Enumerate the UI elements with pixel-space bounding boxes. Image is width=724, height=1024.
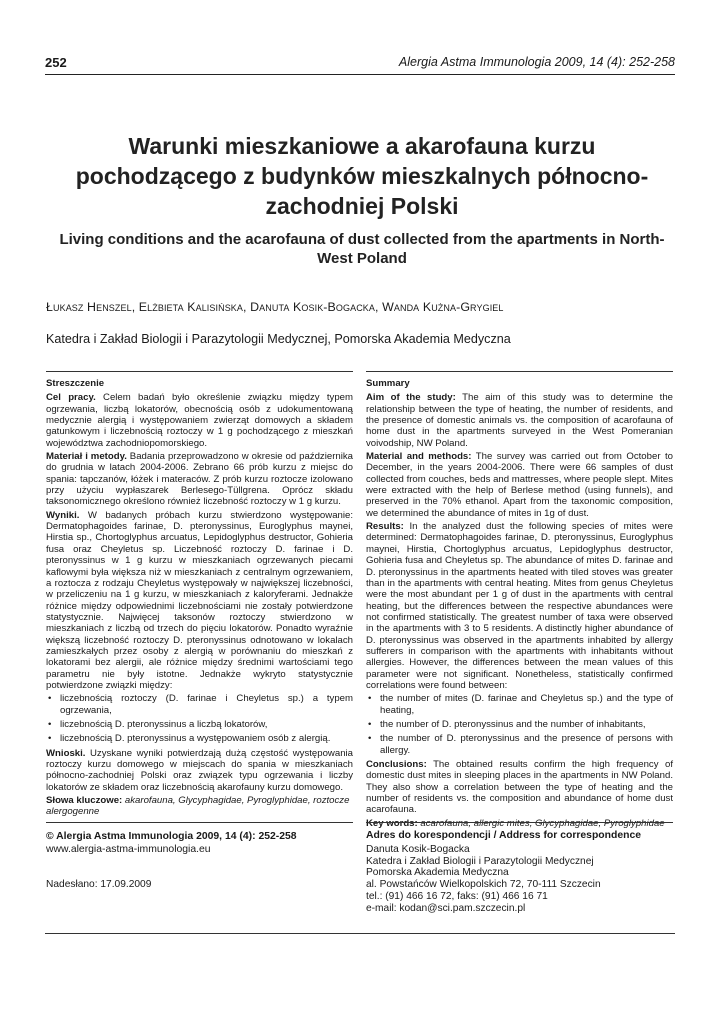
streszczenie-heading: Streszczenie [46,378,105,389]
methods-text: The survey was carried out from October to December, in the years 2004-2006. There were 66 samples of dust collected from couches, beds and mattresses, where people slept. Mites were extracted with the help of Berlese method (using funnels), and preserved in the 70% ethanol. Apart from the taxonomic composition, we determined the abundance of mites in 1g of dust. [366,451,673,519]
key-words-text: acarofauna, allergic mites, Glycyphagidae, Pyroglyphidae [420,817,665,829]
list-item: • liczebnością roztoczy (D. farinae i Cheyletus sp.) a typem ogrzewania, [46,693,353,716]
journal-website-link[interactable]: www.alergia-astma-immunologia.eu [46,844,211,855]
key-words-label: Key words: [366,817,418,829]
results-label: Results: [366,521,404,533]
summary-column [366,378,673,831]
list-item: • the number of D. pteronyssinus and the presence of persons with allergy. [366,733,673,756]
article-title-english: Living conditions and the acarofauna of dust collected from the apartments in North-West Poland [59,231,665,267]
journal-citation: Alergia Astma Immunologia 2009, 14 (4): 252-258 [398,55,675,69]
metody-paragraph [46,451,353,508]
results-paragraph [366,521,673,691]
authors-text: Łukasz Henszel, Elżbieta Kalisińska, Danuta Kosik-Bogacka, Wanda Kużna-Grygiel [46,300,504,314]
conclusions-label: Conclusions: [366,759,427,770]
correspondence-heading: Adres do korespondencji / Address for correspondence [366,830,642,841]
cel-paragraph [46,392,353,449]
page-number: 252 [45,55,67,70]
aim-paragraph [366,392,673,449]
methods-paragraph [366,451,673,519]
streszczenie-column [46,378,353,820]
correspondence-line: tel.: (91) 466 16 72, faks: (91) 466 16 71 [366,890,548,902]
results-bullet-list [366,693,673,756]
wyniki-bullet-list [46,693,353,744]
wnioski-paragraph [46,748,353,793]
authors [46,300,504,314]
wyniki-label: Wyniki. [46,509,80,521]
wnioski-label: Wnioski. [46,747,86,759]
conclusions-paragraph [366,759,673,816]
list-item: • liczebnością D. pteronyssinus a występowaniem osób z alergią. [46,733,353,744]
list-item: • the number of D. pteronyssinus and the number of inhabitants, [366,719,673,730]
received-date: Nadesłano: 17.09.2009 [46,879,152,890]
copyright-block [46,830,297,856]
summary-heading: Summary [366,378,410,389]
correspondence-email[interactable]: e-mail: kodan@sci.pam.szczecin.pl [366,902,526,914]
metody-text: Badania przeprowadzono w okresie od października do grudnia w latach 2004-2006. Zebrano 66 prób kurzu z miejsc do spania: tapczanów, łóżek i materaców. Z prób kurzu roztocze izolowano przy użyciu wypłaszarek Berlesego-Tüllgrena. Oprócz składu taksonomicznego określono również liczebność roztoczy w 1 g kurzu. [46,451,353,508]
header-rule [45,74,675,75]
aim-label: Aim of the study: [366,392,456,404]
wyniki-paragraph [46,510,353,692]
wnioski-text: Uzyskane wyniki potwierdzają dużą częstość występowania roztoczy kurzu domowego w miejscach do spania w mieszkaniach północno-zachodniej Polski oraz związek typu ogrzewania i liczby lokatorów ze składem oraz liczebnością akarofauny kurzu domowego. [46,747,353,793]
list-item: • the number of mites (D. farinae and Cheyletus sp.) and the type of heating, [366,693,673,716]
cel-label: Cel pracy. [46,392,96,404]
cel-text: Celem badań było określenie związku między typem ogrzewania, liczbą lokatorów, obecnością osób z udokumentowaną medycznie alergią i występowaniem zwierząt domowych a składem gatunkowym i liczebnością roztoczy w 1 g pochodzącego z mieszkań województwa zachodniopomorskiego. [46,392,353,449]
copyright-text: © Alergia Astma Immunologia 2009, 14 (4): 252-258 [46,831,297,842]
abstract-rule-right [366,371,673,372]
aim-text: The aim of this study was to determine the relationship between the type of heating, the number of residents, and the presence of domestic animals vs. the composition of acarofauna of home dust in the apartments surveyed in the West Pomeranian voivodship, NW Poland. [366,392,673,449]
key-words [366,818,673,829]
correspondence-line: al. Powstańców Wielkopolskich 72, 70-111 Szczecin [366,879,601,891]
methods-label: Material and methods: [366,451,472,463]
page-end-rule [45,933,675,934]
correspondence-line: Pomorska Akademia Medyczna [366,867,509,879]
footer-rule-right [366,822,673,823]
correspondence-line: Danuta Kosik-Bogacka [366,843,470,855]
metody-label: Materiał i metody. [46,451,127,463]
correspondence-block [366,830,641,915]
slowa-kluczowe-label: Słowa kluczowe: [46,795,123,807]
wyniki-text: W badanych próbach kurzu stwierdzono występowanie: Dermatophagoides farinae, D. pteronyssinus, Euroglyphus maynei, Hirstia sp., Chortoglyphus arcuatus, Lepidoglyphus destructor, Gohieria fusa oraz Cheyletus sp. Liczebność roztoczy D. farinae i D. pteronyssinus w 1 g kurzu w mieszkaniach ogrzewanych piecami kaflowymi była większa niż w mieszkaniach z centralnym ogrzewaniem, a roztocza z rodzaju Cheyletus występowały w największej liczebności, w przeliczeniu na 1 g kurzu, w mieszkaniach z kaloryferami. Jednakże różnice między odpowiednimi liczebnościami nie zostały potwierdzone statystycznie. Najwięcej taksonów roztoczy stwierdzono w mieszkaniach z liczbą od trzech do pięciu lokatorów. Ponadto wyraźnie większą liczebność roztoczy D. pteronyssinus odnotowano w lokalach zamieszkałych przez osoby z alergią w porównaniu do mieszkań z lokatorami bez alergii, ale różnice między średnimi wartościami tego parametru nie były istotne. Jednakże wykryto statystycznie potwierdzone związki między: [46,509,353,691]
results-text: In the analyzed dust the following species of mites were determined: Dermatophagoides farinae, D. pteronyssinus, Euroglyphus maynei, Hirstia, Chortoglyphus arcuatus, Lepidoglyphus destructor, Gohieria fusa and Cheyletus sp. The abundance of mites D. farinae and D. pteronyssinus in the apartments heated with tiled stoves was greater than in the apartments with central heating. Mites from genus Cheyletus were the most abundant per 1 g of dust in the apartments with central heating, but the differences between the respective abundances were not confirmed statistically. The greatest number of taxa were observed in the apartments with 3 to 5 residents. A distinctly higher abundance of D. pteronyssinus was observed in the apartments inhabited by allergy sufferers in comparison with the apartments with inhabitants without allergies. However, the differences between the mean values of this parameter were not significant. Nonetheless, statistically confirmed correlations were found between: [366,521,673,691]
list-item: • liczebnością D. pteronyssinus a liczbą lokatorów, [46,719,353,730]
affiliation: Katedra i Zakład Biologii i Parazytologii Medycznej, Pomorska Akademia Medyczna [46,332,511,346]
correspondence-line: Katedra i Zakład Biologii i Parazytologii Medycznej [366,855,594,867]
article-title-polish: Warunki mieszkaniowe a akarofauna kurzu pochodzącego z budynków mieszkalnych północno-zachodniej Polski [75,133,649,219]
abstract-rule-left [46,371,353,372]
footer-rule-left [46,822,353,823]
slowa-kluczowe-text: akarofauna, Glycyphagidae, Pyroglyphidae, roztocze alergogenne [46,795,350,818]
conclusions-text: The obtained results confirm the high frequency of domestic dust mites in sleeping places in the apartments in NW Poland. They also show a correlation between the type of heating and the number of residents vs. the composition and abundance of home dust acarofauna. [366,759,673,816]
slowa-kluczowe [46,795,353,818]
